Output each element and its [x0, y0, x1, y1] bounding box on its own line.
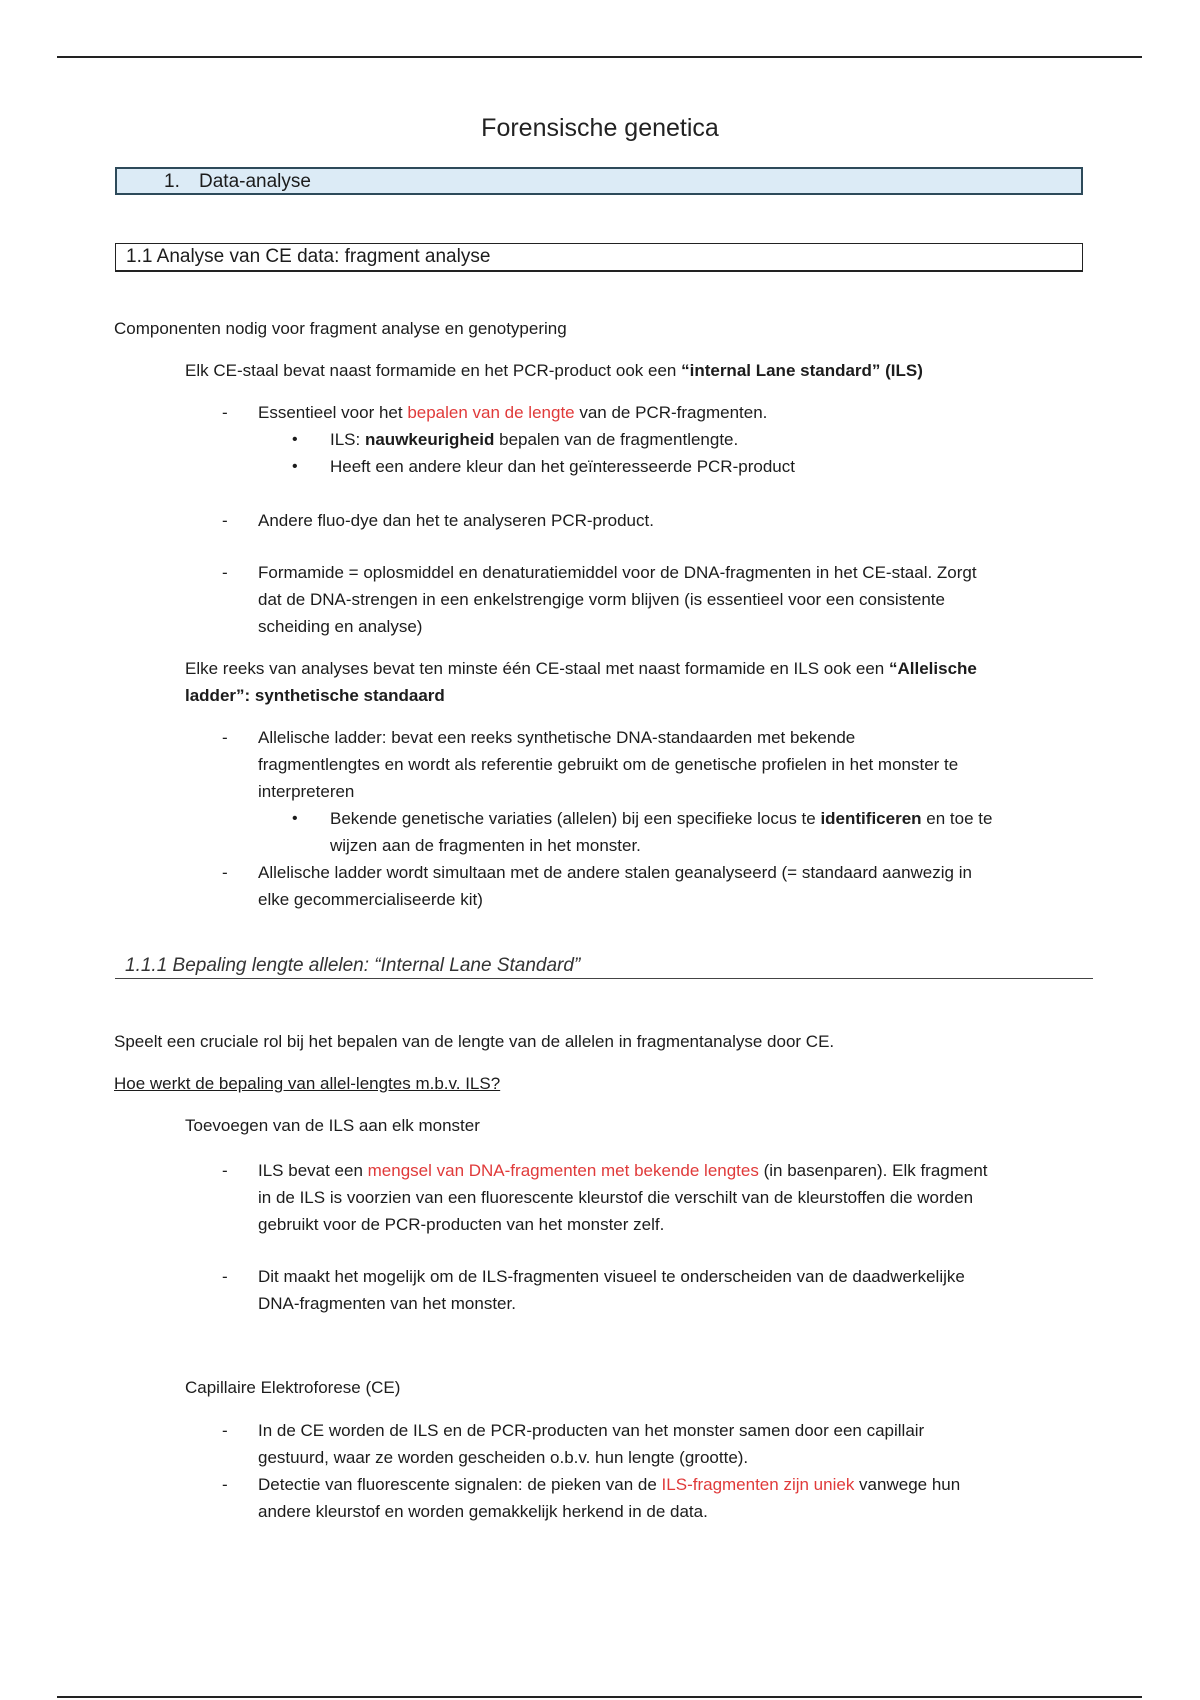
list-item: Detectie van fluorescente signalen: de pieken van de ILS-fragmenten zijn uniek vanwege hun — [258, 1475, 961, 1494]
paragraph-ils-intro: Speelt een cruciale rol bij het bepalen van de lengte van de allelen in fragmentanalyse door CE. — [114, 1032, 835, 1051]
list-item-line: Formamide = oplosmiddel en denaturatiemiddel voor de DNA-fragmenten in het CE-staal. Zorgt — [258, 563, 977, 582]
dash-marker: - — [222, 563, 228, 582]
paragraph-question: Hoe werkt de bepaling van allel-lengtes m.b.v. ILS? — [114, 1074, 501, 1093]
list-item-line: In de CE worden de ILS en de PCR-producten van het monster samen door een capillair — [258, 1421, 925, 1440]
list-item-line: gestuurd, waar ze worden gescheiden o.b.v. hun lengte (grootte). — [258, 1448, 749, 1467]
list-item-line: scheiding en analyse) — [258, 617, 423, 636]
section-heading-1-1-1: 1.1.1 Bepaling lengte allelen: “Internal Lane Standard” — [115, 955, 1093, 979]
page-title: Forensische genetica — [481, 114, 719, 142]
list-item-line: DNA-fragmenten van het monster. — [258, 1294, 516, 1313]
section-heading-1-1: 1.1 Analyse van CE data: fragment analyse — [115, 243, 1083, 272]
paragraph-ce: Capillaire Elektroforese (CE) — [185, 1378, 401, 1397]
bottom-rule — [57, 1696, 1142, 1698]
paragraph-componenten: Componenten nodig voor fragment analyse en genotypering — [114, 319, 567, 338]
list-item-line: Dit maakt het mogelijk om de ILS-fragmenten visueel te onderscheiden van de daadwerkelijke — [258, 1267, 965, 1286]
list-item: Essentieel voor het bepalen van de lengte van de PCR-fragmenten. — [258, 403, 768, 422]
section-title: Data-analyse — [199, 171, 311, 192]
list-item: Andere fluo-dye dan het te analyseren PCR-product. — [258, 511, 654, 530]
bullet-marker: • — [292, 458, 298, 475]
paragraph-ils: Elk CE-staal bevat naast formamide en het PCR-product ook een “internal Lane standard” (ILS) — [185, 361, 923, 380]
dash-marker: - — [222, 511, 228, 530]
dash-marker: - — [222, 1475, 228, 1494]
list-sub-item: Heeft een andere kleur dan het geïnteresseerde PCR-product — [330, 457, 795, 476]
list-item-line: gebruikt voor de PCR-producten van het monster zelf. — [258, 1215, 665, 1234]
paragraph-reeks-line: ladder”: synthetische standaard — [185, 686, 445, 705]
section-number: 1. — [164, 171, 180, 192]
list-item: ILS bevat een mengsel van DNA-fragmenten met bekende lengtes (in basenparen). Elk fragment — [258, 1161, 988, 1180]
list-item-line: fragmentlengtes en wordt als referentie gebruikt om de genetische profielen in het monster te — [258, 755, 959, 774]
list-item-line: andere kleurstof en worden gemakkelijk herkend in de data. — [258, 1502, 708, 1521]
section-heading-1 — [115, 167, 1083, 195]
paragraph-toevoegen: Toevoegen van de ILS aan elk monster — [185, 1116, 480, 1135]
list-item-line: elke gecommercialiseerde kit) — [258, 890, 483, 909]
dash-marker: - — [222, 863, 228, 882]
list-item-line: dat de DNA-strengen in een enkelstrengige vorm blijven (is essentieel voor een consistente — [258, 590, 945, 609]
list-item-line: Allelische ladder wordt simultaan met de andere stalen geanalyseerd (= standaard aanwezig in — [258, 863, 972, 882]
list-sub-item: Bekende genetische variaties (allelen) bij een specifieke locus te identificeren en toe te — [330, 809, 993, 828]
list-sub-item-line: wijzen aan de fragmenten in het monster. — [330, 836, 641, 855]
dash-marker: - — [222, 1267, 228, 1286]
top-rule — [57, 56, 1142, 58]
dash-marker: - — [222, 403, 228, 422]
dash-marker: - — [222, 1161, 228, 1180]
list-sub-item: ILS: nauwkeurigheid bepalen van de fragmentlengte. — [330, 430, 739, 449]
bullet-marker: • — [292, 810, 298, 827]
list-item-line: Allelische ladder: bevat een reeks synthetische DNA-standaarden met bekende — [258, 728, 856, 747]
list-item-line: interpreteren — [258, 782, 355, 801]
paragraph-reeks: Elke reeks van analyses bevat ten minste één CE-staal met naast formamide en ILS ook een “Allelische — [185, 659, 977, 678]
dash-marker: - — [222, 728, 228, 747]
list-item-line: in de ILS is voorzien van een fluorescente kleurstof die verschilt van de kleurstoffen die worden — [258, 1188, 974, 1207]
dash-marker: - — [222, 1421, 228, 1440]
bullet-marker: • — [292, 431, 298, 448]
